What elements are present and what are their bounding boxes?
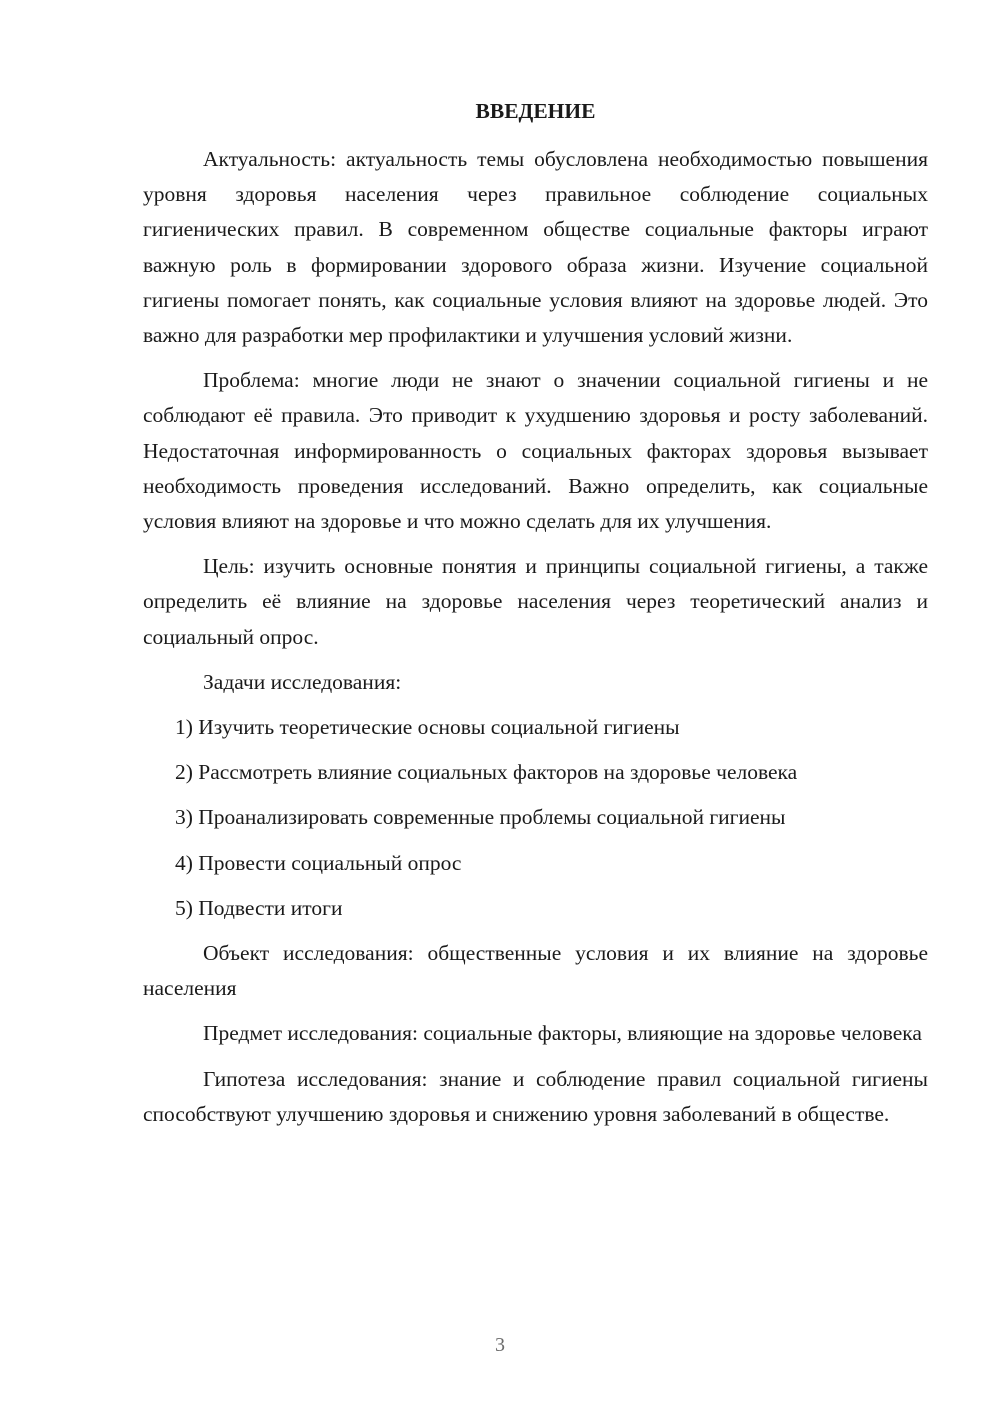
page-title: ВВЕДЕНИЕ — [475, 99, 596, 123]
list-item: 3) Проанализировать современные проблемы социальной гигиены — [175, 805, 786, 830]
hypothesis-paragraph: Гипотеза исследования: знание и соблюдение правил социальной гигиены способствуют улучшению здоровья и снижению уровня заболеваний в обществе. — [143, 1066, 928, 1126]
list-item: 2) Рассмотреть влияние социальных факторов на здоровье человека — [175, 760, 798, 785]
list-item: 5) Подвести итоги — [175, 895, 343, 920]
list-item: 4) Провести социальный опрос — [175, 850, 462, 875]
tasks-list — [143, 710, 928, 926]
subject-paragraph: Предмет исследования: социальные факторы, влияющие на здоровье человека — [203, 1021, 922, 1046]
goal-paragraph: Цель: изучить основные понятия и принципы социальной гигиены, а также определить её влияние на здоровье населения через теоретический анализ и социальный опрос. — [143, 554, 928, 649]
tasks-heading: Задачи исследования: — [203, 669, 402, 694]
object-paragraph: Объект исследования: общественные условия и их влияние на здоровье населения — [143, 941, 928, 1001]
problem-paragraph: Проблема: многие люди не знают о значении социальной гигиены и не соблюдают её правила. Это приводит к ухудшению здоровья и росту заболеваний. Недостаточная информированность о социальных факторах здоровья вызывает необходимость проведения исследований. Важно определить, как социальные условия влияют на здоровье и что можно сделать для их улучшения. — [143, 368, 928, 534]
relevance-paragraph: Актуальность: актуальность темы обусловлена необходимостью повышения уровня здоровья населения через правильное соблюдение социальных гигиенических правил. В современном обществе социальные факторы играют важную роль в формировании здорового образа жизни. Изучение социальной гигиены помогает понять, как социальные условия влияют на здоровье людей. Это важно для разработки мер профилактики и улучшения условий жизни. — [143, 147, 928, 348]
page-number: 3 — [495, 1334, 505, 1356]
document-page — [143, 96, 928, 1142]
list-item: 1) Изучить теоретические основы социальной гигиены — [175, 715, 680, 740]
